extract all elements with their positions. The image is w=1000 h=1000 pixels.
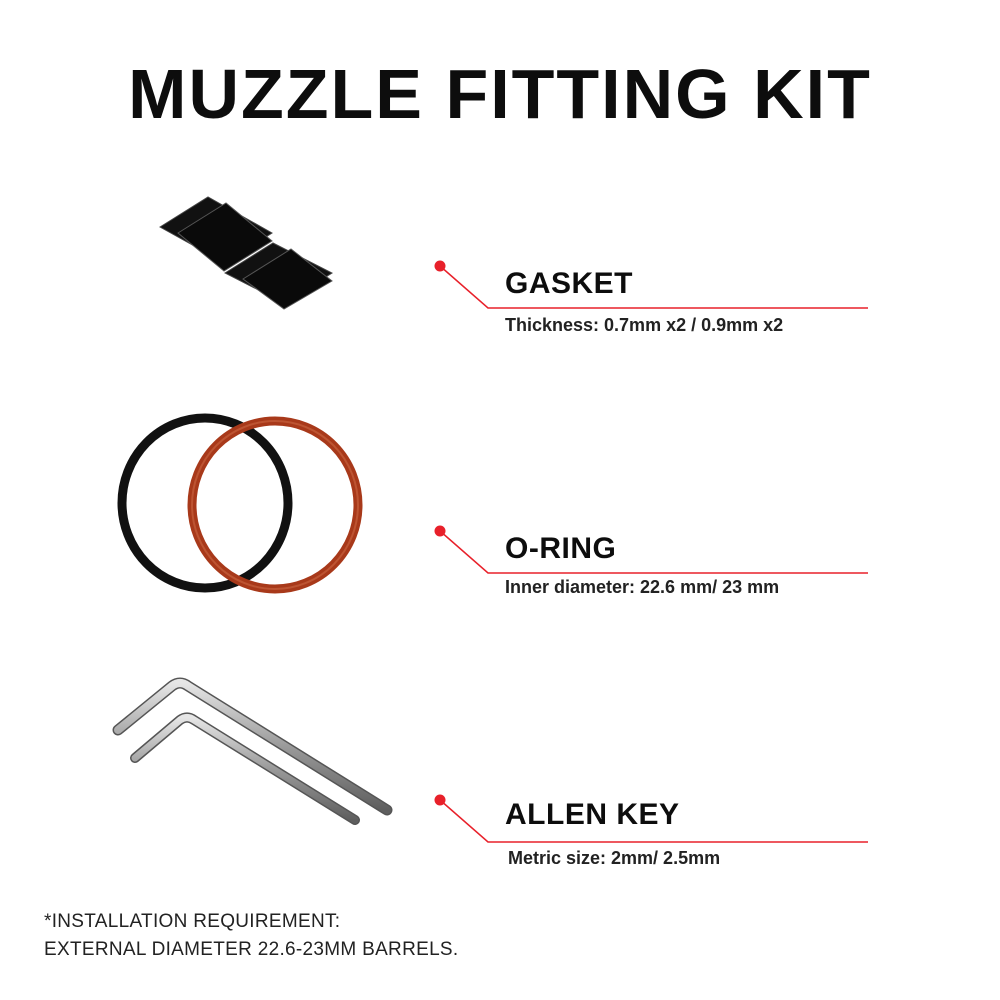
gasket-title: GASKET <box>505 267 634 300</box>
o-ring-pointer-line <box>430 523 880 583</box>
allen-key-spec: Metric size: 2mm/ 2.5mm <box>508 848 721 868</box>
gasket-callout <box>430 258 880 348</box>
gasket-icon <box>150 185 350 315</box>
installation-note-line2: EXTERNAL DIAMETER 22.6-23MM BARRELS. <box>44 939 459 960</box>
page-title: MUZZLE FITTING KIT <box>128 55 872 133</box>
gasket-pointer-line <box>430 258 880 318</box>
allen-key-icon <box>100 670 400 840</box>
installation-note <box>44 908 459 964</box>
o-ring-callout <box>430 523 880 613</box>
installation-note-line1: *INSTALLATION REQUIREMENT: <box>44 911 341 932</box>
allen-key-callout <box>430 792 880 882</box>
o-ring-icon <box>110 405 370 605</box>
o-ring-title: O-RING <box>505 532 617 565</box>
gasket-spec: Thickness: 0.7mm x2 / 0.9mm x2 <box>505 315 784 335</box>
allen-key-title: ALLEN KEY <box>505 798 680 831</box>
o-ring-spec: Inner diameter: 22.6 mm/ 23 mm <box>505 577 780 597</box>
